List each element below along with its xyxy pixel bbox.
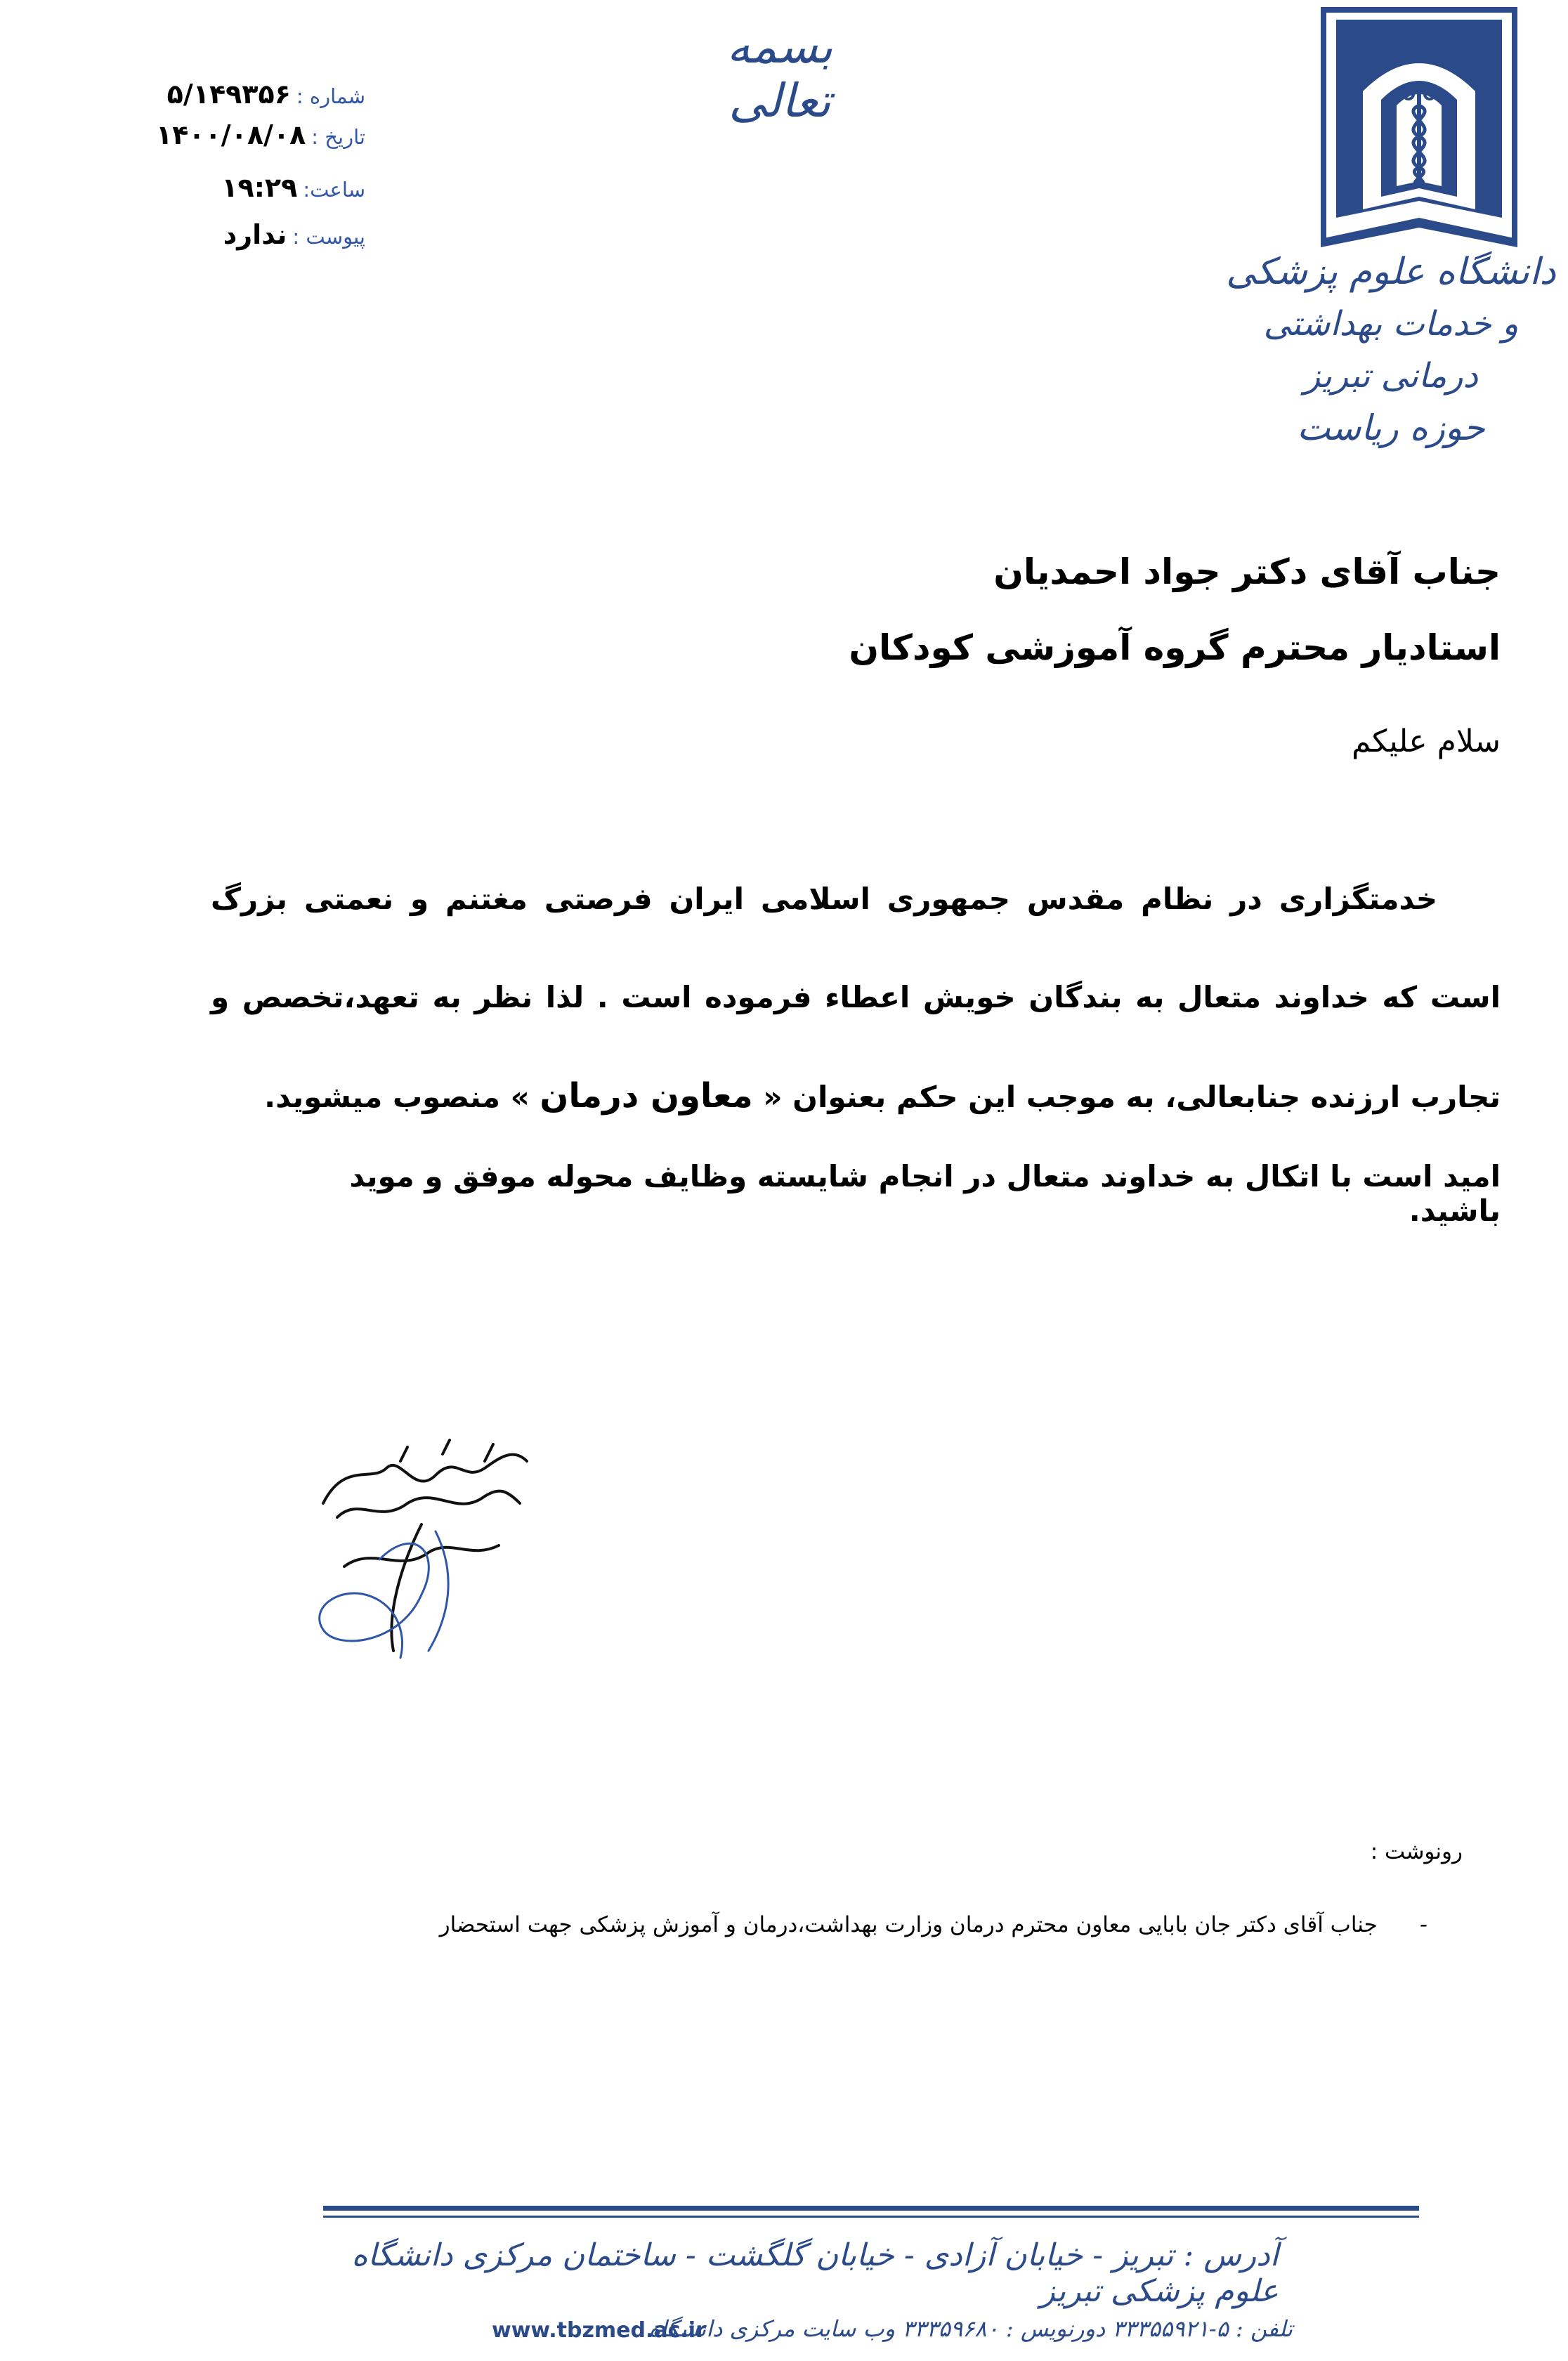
letter-date-row bbox=[119, 119, 365, 150]
cc-label: رونوشت : bbox=[1370, 1839, 1463, 1864]
handwritten-signature bbox=[295, 1419, 548, 1672]
footer-website-link[interactable]: www.tbzmed.ac.ir bbox=[492, 2318, 706, 2343]
cc-recipient: جناب آقای دکتر جان بابایی معاون محترم درمان وزارت بهداشت،درمان و آموزش پزشکی جهت استحضار bbox=[439, 1912, 1378, 1937]
letter-attachment-value: ندارد bbox=[223, 219, 287, 250]
footer-divider-thin bbox=[323, 2216, 1419, 2218]
bismillah-heading: بسمه تعالی bbox=[726, 20, 833, 128]
footer-address: آدرس : تبریز - خیابان آزادی - خیابان گلگشت - ساختمان مرکزی دانشگاه علوم پزشکی تبریز bbox=[351, 2237, 1279, 2309]
letter-number-value: ۵/۱۴۹۳۵۶ bbox=[166, 79, 291, 110]
university-name-line-1: دانشگاه علوم پزشکی bbox=[1226, 251, 1556, 293]
letter-body bbox=[211, 850, 1501, 1146]
university-name-block bbox=[1222, 246, 1560, 454]
letter-date-value: ۱۴۰۰/۰۸/۰۸ bbox=[155, 119, 306, 150]
letter-body-paragraph bbox=[211, 850, 1501, 1146]
letter-date-label: تاریخ : bbox=[311, 125, 365, 149]
university-emblem-icon bbox=[1321, 7, 1517, 253]
addressee-block bbox=[447, 534, 1501, 686]
body-text-end: » منصوب میشوید. bbox=[264, 1080, 530, 1114]
letter-attachment-row bbox=[119, 219, 365, 250]
cc-bullet: - bbox=[1419, 1912, 1427, 1937]
letter-number-row bbox=[119, 79, 365, 110]
appointed-position: معاون درمان bbox=[540, 1076, 753, 1116]
university-name-line-2: و خدمات بهداشتی درمانی تبریز bbox=[1263, 304, 1519, 395]
footer-contact: تلفن : ۵-۳۳۳۵۵۹۲۱ دورنویس : ۳۳۳۵۹۶۸۰ وب سایت مرکزی دانشگاه bbox=[648, 2315, 1293, 2342]
letter-time-row bbox=[119, 172, 365, 203]
body-text: خدمتگزاری در نظام مقدس جمهوری اسلامی ایران فرصتی مغتنم و نعمتی بزرگ است که خداوند متعال به بندگان خویش اعطاء فرموده است . لذا نظر به تعهد،تخصص و تجارب ارزنده جنابعالی، به موجب این حکم بعنوان « bbox=[211, 882, 1501, 1114]
footer-divider bbox=[323, 2206, 1419, 2211]
letter-number-label: شماره : bbox=[296, 84, 365, 108]
closing-sentence: امید است با اتکال به خداوند متعال در انجام شایسته وظایف محوله موفق و موید باشید. bbox=[349, 1159, 1501, 1228]
letter-attachment-label: پیوست : bbox=[292, 225, 365, 249]
letter-time-label: ساعت: bbox=[303, 178, 365, 202]
addressee-title: استادیار محترم گروه آموزشی کودکان bbox=[849, 627, 1501, 668]
university-office-line: حوزه ریاست bbox=[1297, 407, 1485, 448]
addressee-name: جناب آقای دکتر جواد احمدیان bbox=[993, 551, 1501, 592]
greeting: سلام علیکم bbox=[1351, 724, 1501, 759]
cc-list-item bbox=[337, 1912, 1427, 1937]
letter-time-value: ۱۹:۲۹ bbox=[221, 172, 298, 203]
